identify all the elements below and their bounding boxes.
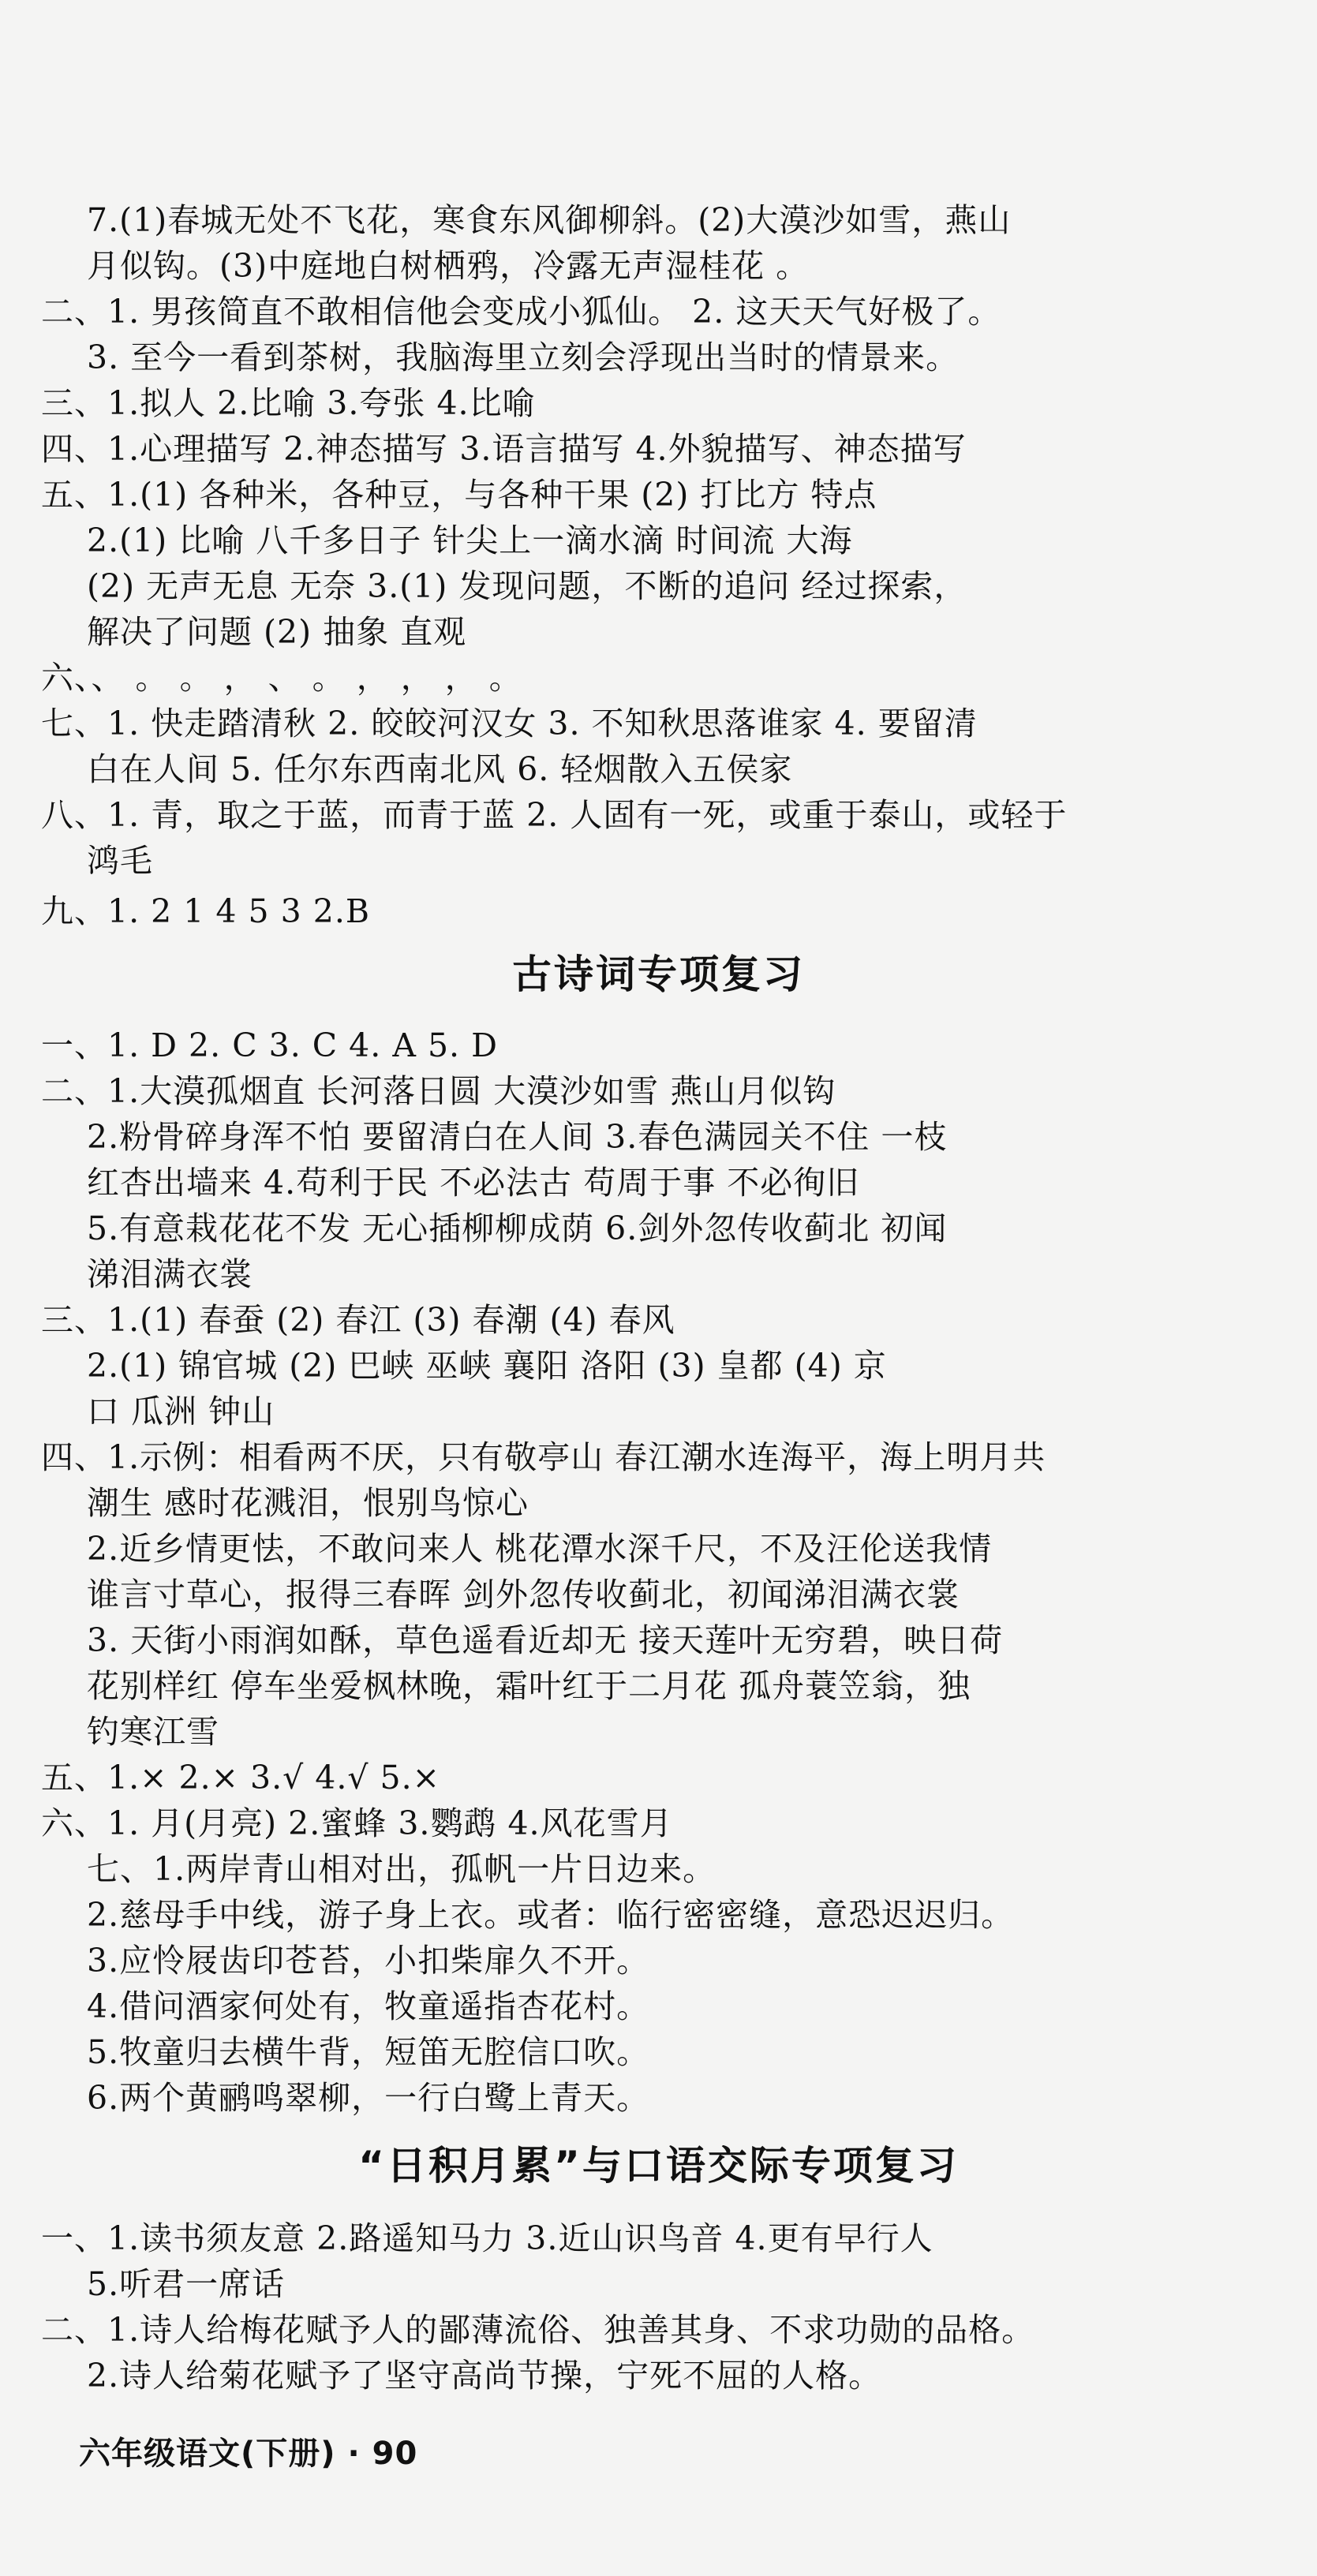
text-line: 5.听君一席话: [87, 2265, 286, 2303]
text-line: 四、1.示例：相看两不厌，只有敬亭山 春江潮水连海平，海上明月共: [41, 1438, 1046, 1476]
text-line: 一、1.读书须友意 2.路遥知马力 3.近山识鸟音 4.更有早行人: [41, 2219, 933, 2257]
text-line: (2) 无声无息 无奈 3.(1) 发现问题，不断的追问 经过探索，: [87, 567, 967, 605]
text-line: 月似钩。(3)中庭地白树栖鸦，冷露无声湿桂花 。: [87, 247, 810, 285]
section-heading-accumulation: “日积月累”与口语交际专项复习: [358, 2143, 959, 2189]
text-line: 2.诗人给菊花赋予了坚守高尚节操，宁死不屈的人格。: [87, 2357, 882, 2395]
text-line: 四、1.心理描写 2.神态描写 3.语言描写 4.外貌描写、神态描写: [41, 430, 967, 468]
text-line: 2.粉骨碎身浑不怕 要留清白在人间 3.春色满园关不住 一枝: [87, 1118, 948, 1156]
text-line: 二、1.诗人给梅花赋予人的鄙薄流俗、独善其身、不求功勋的品格。: [41, 2311, 1035, 2349]
text-line: 口 瓜洲 钟山: [87, 1393, 275, 1430]
text-line: 五、1.× 2.× 3.√ 4.√ 5.×: [41, 1759, 441, 1796]
text-line: 4.借问酒家何处有，牧童遥指杏花村。: [87, 1987, 650, 2025]
text-line: 花别样红 停车坐爱枫林晚，霜叶红于二月花 孤舟蓑笠翁，独: [87, 1667, 971, 1705]
text-line: 2.(1) 锦官城 (2) 巴峡 巫峡 襄阳 洛阳 (3) 皇都 (4) 京: [87, 1347, 887, 1385]
text-line: 3.应怜屐齿印苍苔，小扣柴扉久不开。: [87, 1942, 650, 1980]
text-line: 六、1. 月(月亮) 2.蜜蜂 3.鹦鹉 4.风花雪月: [41, 1804, 673, 1842]
text-line: 6.两个黄鹂鸣翠柳，一行白鹭上青天。: [87, 2079, 650, 2117]
text-line: 五、1.(1) 各种米，各种豆，与各种干果 (2) 打比方 特点: [41, 476, 877, 514]
section-heading-ancient-poetry: 古诗词专项复习: [512, 952, 805, 997]
text-line: 谁言寸草心，报得三春晖 剑外忽传收蓟北，初闻涕泪满衣裳: [87, 1576, 960, 1613]
text-line: 七、1.两岸青山相对出，孤帆一片日边来。: [87, 1850, 716, 1888]
text-line: 白在人间 5. 任尔东西南北风 6. 轻烟散入五侯家: [87, 750, 793, 788]
text-line: 鸿毛: [87, 842, 153, 880]
text-line: 2.(1) 比喻 八千多日子 针尖上一滴水滴 时间流 大海: [87, 522, 853, 559]
text-line: 一、1. D 2. C 3. C 4. A 5. D: [41, 1026, 498, 1064]
text-line: 2.近乡情更怯，不敢问来人 桃花潭水深千尺，不及汪伦送我情: [87, 1530, 993, 1568]
text-line: 7.(1)春城无处不飞花，寒食东风御柳斜。(2)大漠沙如雪，燕山: [87, 201, 1012, 239]
text-line: 九、1. 2 1 4 5 3 2.B: [41, 892, 370, 930]
text-line: 5.有意栽花花不发 无心插柳柳成荫 6.剑外忽传收蓟北 初闻: [87, 1209, 948, 1247]
text-line: 七、1. 快走踏清秋 2. 皎皎河汉女 3. 不知秋思落谁家 4. 要留清: [41, 705, 978, 742]
text-line: 3. 天街小雨润如酥，草色遥看近却无 接天莲叶无穷碧，映日荷: [87, 1621, 1004, 1659]
text-line: 5.牧童归去横牛背，短笛无腔信口吹。: [87, 2033, 650, 2071]
text-line: 潮生 感时花溅泪，恨别鸟惊心: [87, 1484, 529, 1522]
text-line: 八、1. 青，取之于蓝，而青于蓝 2. 人固有一死，或重于泰山，或轻于: [41, 796, 1068, 834]
text-line: 钓寒江雪: [87, 1713, 219, 1751]
text-line: 二、1.大漠孤烟直 长河落日圆 大漠沙如雪 燕山月似钩: [41, 1072, 836, 1110]
text-line: 三、1.(1) 春蚕 (2) 春江 (3) 春潮 (4) 春风: [41, 1301, 675, 1339]
text-line: 二、1. 男孩简直不敢相信他会变成小狐仙。 2. 这天天气好极了。: [41, 293, 1001, 331]
page-footer: 六年级语文(下册) · 90: [79, 2436, 418, 2472]
text-line: 2.慈母手中线，游子身上衣。或者：临行密密缝，意恐迟迟归。: [87, 1896, 1015, 1934]
text-line: 红杏出墙来 4.苟利于民 不必法古 苟周于事 不必徇旧: [87, 1164, 860, 1202]
text-line: 三、1.拟人 2.比喻 3.夸张 4.比喻: [41, 384, 536, 422]
text-line: 涕泪满衣裳: [87, 1255, 253, 1293]
text-line: 3. 至今一看到茶树，我脑海里立刻会浮现出当时的情景来。: [87, 338, 960, 376]
text-line: 六、、 。 。 ， 、 。 ， ， ， 。: [41, 659, 522, 697]
text-line: 解决了问题 (2) 抽象 直观: [87, 613, 467, 651]
